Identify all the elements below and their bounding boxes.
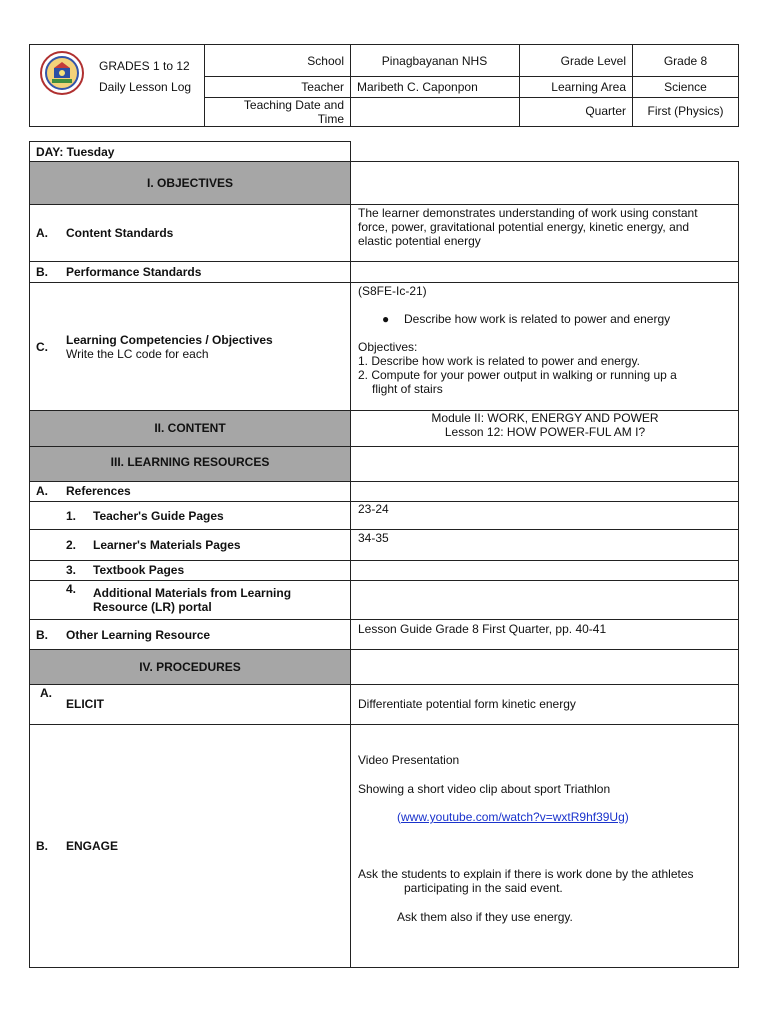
objective-2-cont: flight of stairs bbox=[372, 382, 443, 396]
day-label: DAY: Tuesday bbox=[36, 145, 115, 159]
learning-area-label: Learning Area bbox=[551, 80, 626, 94]
elicit-label: ELICIT bbox=[66, 697, 104, 711]
competencies-label: Learning Competencies / Objectives bbox=[66, 333, 273, 347]
competency-bullet: Describe how work is related to power and energy bbox=[404, 312, 671, 326]
content-module: Module II: WORK, ENERGY AND POWER bbox=[431, 411, 659, 425]
procedures-heading: IV. PROCEDURES bbox=[139, 660, 241, 674]
school-value: Pinagbayanan NHS bbox=[381, 54, 488, 68]
school-label: School bbox=[307, 54, 344, 68]
competencies-sublabel: Write the LC code for each bbox=[66, 347, 209, 361]
other-resource-label: Other Learning Resource bbox=[66, 628, 211, 642]
lm-pages-value: 34-35 bbox=[358, 531, 389, 545]
grade-level-value: Grade 8 bbox=[663, 54, 708, 68]
content-heading: II. CONTENT bbox=[154, 421, 226, 435]
engage-label: ENGAGE bbox=[66, 839, 119, 853]
engage-line-energy: Ask them also if they use energy. bbox=[397, 910, 573, 924]
objective-2: 2. Compute for your power output in walking or running up a bbox=[358, 368, 677, 382]
bullet-dot: ● bbox=[382, 312, 390, 326]
form-title: GRADES 1 to 12 bbox=[99, 59, 190, 73]
textbook-pages-label: Textbook Pages bbox=[93, 563, 185, 577]
form-subtitle: Daily Lesson Log bbox=[99, 80, 192, 94]
lm-pages-num: 2. bbox=[66, 538, 77, 552]
other-resource-value: Lesson Guide Grade 8 First Quarter, pp. 40-41 bbox=[358, 622, 607, 636]
objectives-heading: I. OBJECTIVES bbox=[146, 176, 234, 190]
youtube-link[interactable]: www.youtube.com/watch?v=wxtR9hf39Ug bbox=[401, 810, 625, 824]
content-standards-text: The learner demonstrates understanding of work using constant force, power, gravitational potential energy, kinetic energy, and elastic potential energy bbox=[358, 206, 698, 248]
engage-line-clip: Showing a short video clip about sport Triathlon bbox=[358, 782, 611, 796]
engage-letter: B. bbox=[36, 839, 48, 853]
grade-level-label: Grade Level bbox=[560, 54, 626, 68]
tg-pages-label: Teacher's Guide Pages bbox=[93, 509, 224, 523]
content-standards-letter: A. bbox=[36, 226, 48, 240]
competencies-letter: C. bbox=[36, 340, 48, 354]
resources-heading: III. LEARNING RESOURCES bbox=[110, 455, 270, 469]
objective-1: 1. Describe how work is related to power and energy. bbox=[358, 354, 640, 368]
lm-pages-label: Learner's Materials Pages bbox=[93, 538, 241, 552]
additional-materials-num: 4. bbox=[66, 582, 77, 596]
references-letter: A. bbox=[36, 484, 48, 498]
performance-standards-label: Performance Standards bbox=[66, 265, 202, 279]
textbook-pages-num: 3. bbox=[66, 563, 77, 577]
lc-code: (S8FE-Ic-21) bbox=[358, 284, 427, 298]
engage-line-ask: Ask the students to explain if there is work done by the athletes bbox=[358, 867, 694, 881]
elicit-letter: A. bbox=[40, 686, 52, 700]
objectives-subheading: Objectives: bbox=[358, 340, 418, 354]
content-standards-label: Content Standards bbox=[66, 226, 174, 240]
other-resource-letter: B. bbox=[36, 628, 48, 642]
teaching-date-label: Teaching Date and Time bbox=[243, 98, 344, 126]
quarter-value: First (Physics) bbox=[647, 104, 724, 118]
engage-line-ask-cont: participating in the said event. bbox=[404, 881, 563, 895]
tg-pages-value: 23-24 bbox=[358, 502, 389, 516]
tg-pages-num: 1. bbox=[66, 509, 77, 523]
quarter-label: Quarter bbox=[585, 104, 626, 118]
teacher-label: Teacher bbox=[301, 80, 344, 94]
performance-standards-letter: B. bbox=[36, 265, 48, 279]
teacher-value: Maribeth C. Caponpon bbox=[357, 80, 478, 94]
content-lesson: Lesson 12: HOW POWER-FUL AM I? bbox=[444, 425, 646, 439]
deped-seal-logo bbox=[40, 51, 84, 95]
engage-line-video: Video Presentation bbox=[358, 753, 460, 767]
elicit-value: Differentiate potential form kinetic energy bbox=[358, 697, 576, 711]
additional-materials-label: Additional Materials from Learning Resource (LR) portal bbox=[93, 586, 292, 614]
learning-area-value: Science bbox=[664, 80, 707, 94]
link-close-paren: ) bbox=[624, 810, 629, 824]
link-open-paren: ( bbox=[397, 810, 401, 824]
references-label: References bbox=[66, 484, 131, 498]
engage-link-line bbox=[397, 810, 629, 824]
